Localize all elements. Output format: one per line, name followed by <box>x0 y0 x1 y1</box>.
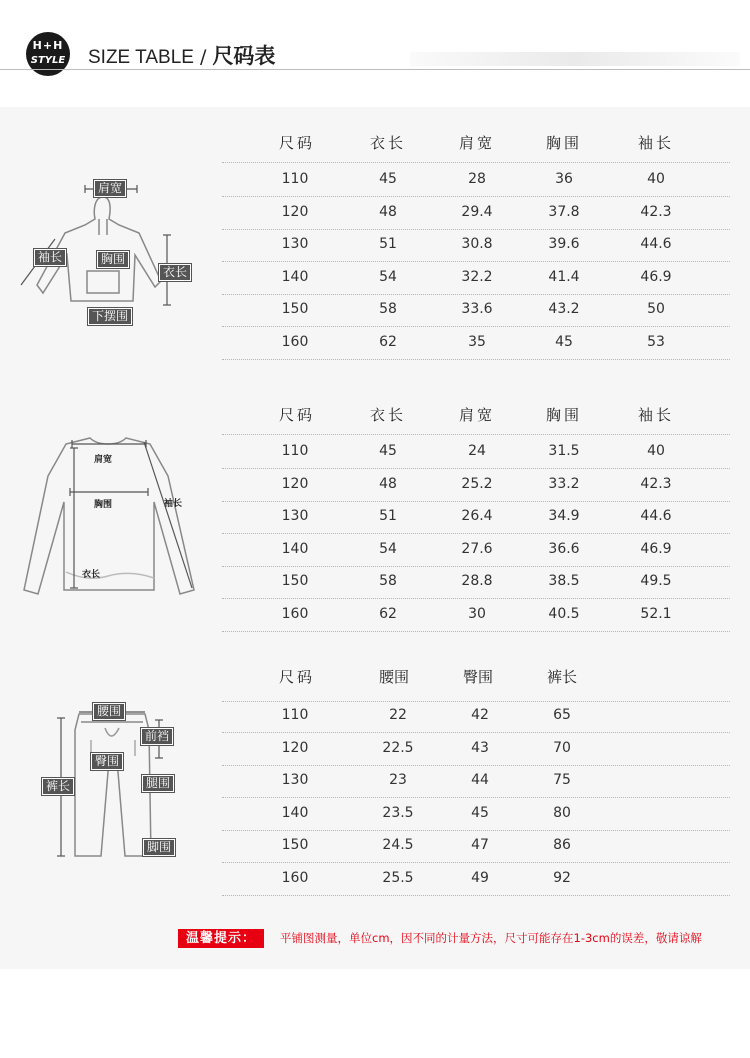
table-cell: 30 <box>468 606 486 622</box>
table-cell: 140 <box>281 540 309 557</box>
table-cell: 110 <box>281 707 309 723</box>
pants-length-label: 裤长 <box>42 778 74 795</box>
table-cell: 44.6 <box>640 236 672 253</box>
table-header-row <box>222 661 730 693</box>
table-cell: 46.9 <box>640 268 672 285</box>
table-cell: 50 <box>647 301 665 318</box>
table-row <box>222 435 730 467</box>
table-cell: 52.1 <box>640 606 672 622</box>
table-row <box>222 533 730 565</box>
table-cell: 39.6 <box>548 236 580 253</box>
tee-chest-label: 胸围 <box>94 500 113 510</box>
table-cell: 54 <box>379 268 397 285</box>
hoodie-length-label: 衣长 <box>159 264 191 281</box>
table-cell: 48 <box>379 475 397 492</box>
logo-line1: H+H <box>32 39 64 52</box>
title-en: SIZE TABLE <box>88 47 194 68</box>
table-cell: 44.6 <box>640 508 672 525</box>
table-cell: 160 <box>281 334 309 350</box>
pants-waist-label: 腰围 <box>93 703 125 720</box>
table-cell: 120 <box>281 203 309 220</box>
hoodie-shoulder-label: 肩宽 <box>94 180 126 197</box>
table-cell: 110 <box>281 443 309 459</box>
table-cell: 62 <box>379 606 397 622</box>
table-cell: 38.5 <box>548 573 580 590</box>
table-header-row <box>222 399 730 431</box>
col-header-length: 衣长 <box>369 134 406 152</box>
tee-length-label: 衣长 <box>82 570 101 580</box>
table-cell: 150 <box>281 301 309 318</box>
col-header-hip: 臀围 <box>462 668 493 686</box>
table-cell: 24 <box>468 443 486 459</box>
table-cell: 33.6 <box>461 301 493 318</box>
table-cell: 45 <box>379 171 397 187</box>
col-header-waist: 腰围 <box>378 668 409 686</box>
table-cell: 25.5 <box>382 870 414 886</box>
table-cell: 130 <box>281 772 309 789</box>
page-title <box>88 40 275 70</box>
table-cell: 31.5 <box>548 443 580 459</box>
table-cell: 51 <box>379 236 397 253</box>
table-cell: 150 <box>281 837 309 854</box>
col-header-size: 尺码 <box>278 668 315 686</box>
table-row <box>222 829 730 861</box>
hoodie-sleeve-label: 袖长 <box>34 249 66 266</box>
table-cell: 42.3 <box>640 203 672 220</box>
col-header-size: 尺码 <box>278 134 315 152</box>
table-row <box>222 261 730 293</box>
col-header-sleeve: 袖长 <box>637 134 674 152</box>
table-cell: 43 <box>471 739 489 756</box>
table-row <box>222 500 730 532</box>
table-row <box>222 797 730 829</box>
table-row <box>222 293 730 325</box>
row-divider <box>222 895 730 896</box>
table-cell: 49 <box>471 870 489 886</box>
table-cell: 40.5 <box>548 606 580 622</box>
table-cell: 42.3 <box>640 475 672 492</box>
tee-sleeve-label: 袖长 <box>164 499 183 509</box>
table-cell: 80 <box>553 804 571 821</box>
table-cell: 120 <box>281 739 309 756</box>
table-cell: 23.5 <box>382 804 414 821</box>
pants-rise-label: 前裆 <box>141 728 173 745</box>
table-cell: 35 <box>468 334 486 350</box>
table-cell: 47 <box>471 837 489 854</box>
table-cell: 140 <box>281 268 309 285</box>
table-cell: 42 <box>471 707 489 723</box>
table-cell: 45 <box>379 443 397 459</box>
table-cell: 58 <box>379 301 397 318</box>
title-zh: 尺码表 <box>212 44 276 68</box>
hoodie-chest-label: 胸围 <box>97 251 129 268</box>
table-cell: 33.2 <box>548 475 580 492</box>
page-header <box>0 0 750 90</box>
col-header-shoulder: 肩宽 <box>458 134 495 152</box>
pants-hip-label: 臀围 <box>91 753 123 770</box>
table-row <box>222 862 730 894</box>
header-divider <box>0 69 750 70</box>
table-cell: 110 <box>281 171 309 187</box>
table-cell: 130 <box>281 508 309 525</box>
table-cell: 65 <box>553 707 571 723</box>
table-row <box>222 699 730 731</box>
table-cell: 25.2 <box>461 475 493 492</box>
row-divider <box>222 631 730 632</box>
table-cell: 40 <box>647 171 665 187</box>
table-row <box>222 228 730 260</box>
table-row <box>222 163 730 195</box>
table-row <box>222 565 730 597</box>
table-cell: 160 <box>281 870 309 886</box>
table-cell: 49.5 <box>640 573 672 590</box>
table-cell: 58 <box>379 573 397 590</box>
table-row <box>222 598 730 630</box>
table-cell: 36 <box>555 171 573 187</box>
table-cell: 40 <box>647 443 665 459</box>
table-cell: 46.9 <box>640 540 672 557</box>
table-cell: 36.6 <box>548 540 580 557</box>
header-decoration <box>410 52 740 66</box>
table-cell: 45 <box>471 804 489 821</box>
table-cell: 160 <box>281 606 309 622</box>
col-header-sleeve: 袖长 <box>637 406 674 424</box>
table-cell: 51 <box>379 508 397 525</box>
table-cell: 140 <box>281 804 309 821</box>
table-cell: 54 <box>379 540 397 557</box>
row-divider <box>222 359 730 360</box>
table-cell: 130 <box>281 236 309 253</box>
table-row <box>222 764 730 796</box>
table-cell: 28.8 <box>461 573 493 590</box>
table-cell: 32.2 <box>461 268 493 285</box>
table-row <box>222 196 730 228</box>
table-cell: 22 <box>389 707 407 723</box>
col-header-length: 衣长 <box>369 406 406 424</box>
table-cell: 37.8 <box>548 203 580 220</box>
table-row <box>222 468 730 500</box>
table-cell: 26.4 <box>461 508 493 525</box>
table-cell: 75 <box>553 772 571 789</box>
table-cell: 29.4 <box>461 203 493 220</box>
title-sep: / <box>193 46 213 68</box>
table-cell: 30.8 <box>461 236 493 253</box>
pants-cuff-label: 脚围 <box>143 839 175 856</box>
table-cell: 41.4 <box>548 268 580 285</box>
table-header-row <box>222 127 730 159</box>
table-cell: 53 <box>647 334 665 350</box>
tee-shoulder-label: 肩宽 <box>94 455 113 465</box>
col-header-shoulder: 肩宽 <box>458 406 495 424</box>
table-cell: 45 <box>555 334 573 350</box>
col-header-length: 裤长 <box>546 668 577 686</box>
table-cell: 43.2 <box>548 301 580 318</box>
notice-label: 温馨提示： <box>178 929 264 948</box>
table-row <box>222 732 730 764</box>
table-cell: 24.5 <box>382 837 414 854</box>
notice-text: 平铺图测量，单位cm，因不同的计量方法，尺寸可能存在1-3cm的误差，敬请谅解 <box>280 931 702 945</box>
table-cell: 44 <box>471 772 489 789</box>
table-cell: 86 <box>553 837 571 854</box>
table-cell: 27.6 <box>461 540 493 557</box>
col-header-chest: 胸围 <box>545 406 582 424</box>
col-header-size: 尺码 <box>278 406 315 424</box>
table-cell: 92 <box>553 870 571 886</box>
table-cell: 48 <box>379 203 397 220</box>
table-cell: 70 <box>553 739 571 756</box>
table-cell: 120 <box>281 475 309 492</box>
table-cell: 22.5 <box>382 739 414 756</box>
table-row <box>222 326 730 358</box>
table-cell: 23 <box>389 772 407 789</box>
table-cell: 28 <box>468 171 486 187</box>
hoodie-hem-label: 下摆围 <box>88 308 132 325</box>
pants-thigh-label: 腿围 <box>142 775 174 792</box>
table-cell: 62 <box>379 334 397 350</box>
table-cell: 34.9 <box>548 508 580 525</box>
logo-line2: STYLE <box>30 55 66 66</box>
col-header-chest: 胸围 <box>545 134 582 152</box>
table-cell: 150 <box>281 573 309 590</box>
